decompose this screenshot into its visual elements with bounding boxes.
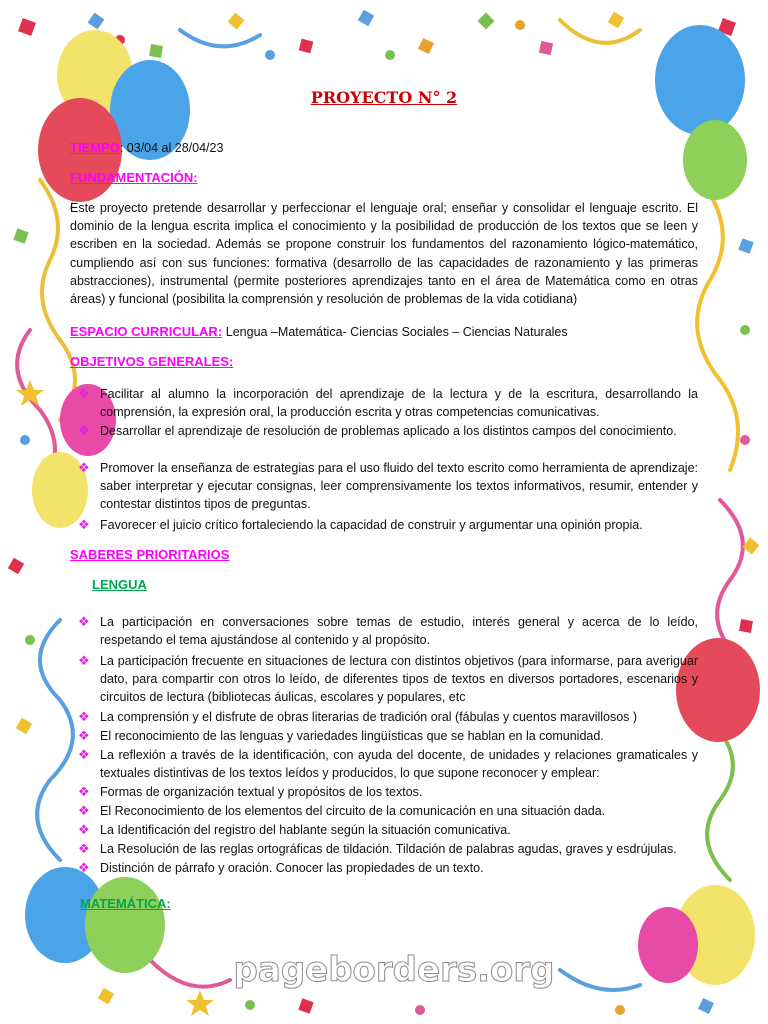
espacio-line [70, 324, 568, 339]
diamond-bullet-icon: ❖ [78, 386, 90, 401]
matematica-heading: MATEMÁTICA: [80, 896, 171, 911]
diamond-bullet-icon: ❖ [78, 709, 90, 724]
objetivo-item [78, 459, 698, 514]
document-title: PROYECTO N° 2 [310, 88, 458, 107]
watermark: pageborders.org [233, 950, 555, 990]
diamond-bullet-icon: ❖ [78, 517, 90, 532]
objetivo-text: Facilitar al alumno la incorporación del aprendizaje de la lectura y de la escritura, desarrollando la comprensión, la expresión oral, la producción escrita y otras competencias comunicativas. [100, 387, 698, 420]
lengua-item [78, 802, 698, 820]
lengua-item [78, 613, 698, 649]
diamond-bullet-icon: ❖ [78, 860, 90, 875]
diamond-bullet-icon: ❖ [78, 614, 90, 629]
tiempo-value: : 03/04 al 28/04/23 [119, 141, 224, 155]
lengua-item [78, 821, 698, 839]
lengua-item [78, 840, 698, 858]
diamond-bullet-icon: ❖ [78, 728, 90, 743]
lengua-text: La reflexión a través de la identificación, con ayuda del docente, de unidades y relaciones gramaticales y textuales distintivas de los textos leídos y producidos, lo que supone reconocer y emplear: [100, 748, 698, 781]
espacio-value: Lengua –Matemática- Ciencias Sociales – Ciencias Naturales [225, 325, 568, 339]
objetivo-item [78, 385, 698, 421]
lengua-text: Distinción de párrafo y oración. Conocer las propiedades de un texto. [100, 861, 484, 875]
lengua-text: La participación en conversaciones sobre temas de estudio, interés general y acerca de lo leído, respetando el tema ajustándose al contenido y al propósito. [100, 615, 698, 648]
lengua-heading: LENGUA [92, 577, 147, 592]
objetivo-text: Desarrollar el aprendizaje de resolución de problemas aplicado a los distintos campos del conocimiento. [100, 424, 677, 438]
lengua-item [78, 746, 698, 782]
lengua-text: La participación frecuente en situaciones de lectura con distintos objetivos (para informarse, para averiguar dato, para compartir con otros lo leído, de diferentes tipos de textos en diversos portadores, escenarios y circuitos de lectura (bibliotecas áulicas, escolares y populares, etc [100, 654, 698, 705]
fundamentacion-text: Este proyecto pretende desarrollar y perfeccionar el lenguaje oral; enseñar y consolidar el lenguaje escrito. El dominio de la lengua escrita implica el conocimiento y la posibilidad de producción de los textos que se leen y escriben en la sociedad. Además se propone construir los fundamentos del razonamiento lógico-matemático, cumpliendo así con sus funciones: formativa (desarrollo de las capacidades de razonamiento y las primeras abstracciones), instrumental (permite posteriores aprendizajes tanto en el área de Matemática como en otras áreas) y funcional (posibilita la comprensión y resolución de problemas de la vida cotidiana) [70, 201, 698, 307]
objetivo-item [78, 516, 698, 534]
lengua-item [78, 708, 698, 726]
diamond-bullet-icon: ❖ [78, 784, 90, 799]
lengua-item [78, 652, 698, 707]
lengua-item [78, 727, 698, 745]
diamond-bullet-icon: ❖ [78, 460, 90, 475]
lengua-text: La Identificación del registro del hablante según la situación comunicativa. [100, 823, 511, 837]
diamond-bullet-icon: ❖ [78, 841, 90, 856]
lengua-item [78, 859, 698, 877]
lengua-text: El reconocimiento de las lenguas y variedades lingüísticas que se hablan en la comunidad. [100, 729, 604, 743]
diamond-bullet-icon: ❖ [78, 747, 90, 762]
diamond-bullet-icon: ❖ [78, 423, 90, 438]
lengua-item [78, 783, 698, 801]
diamond-bullet-icon: ❖ [78, 822, 90, 837]
objetivo-text: Favorecer el juicio crítico fortaleciendo la capacidad de construir y argumentar una opinión propia. [100, 518, 643, 532]
objetivo-item [78, 422, 698, 440]
objetivo-text: Promover la enseñanza de estrategias para el uso fluido del texto escrito como herramienta de aprendizaje: saber interpretar y ejecutar consignas, leer comprensivamente los textos informativos, resumir, entender y contestar distintos tipos de preguntas. [100, 461, 698, 512]
espacio-label: ESPACIO CURRICULAR: [70, 324, 223, 339]
tiempo-label: TIEMPO [70, 140, 120, 155]
diamond-bullet-icon: ❖ [78, 803, 90, 818]
diamond-bullet-icon: ❖ [78, 653, 90, 668]
lengua-text: Formas de organización textual y propósitos de los textos. [100, 785, 423, 799]
lengua-text: La comprensión y el disfrute de obras literarias de tradición oral (fábulas y cuentos maravillosos ) [100, 710, 638, 724]
fundamentacion-heading: FUNDAMENTACIÓN: [70, 170, 198, 185]
saberes-heading: SABERES PRIORITARIOS [70, 547, 230, 562]
objetivos-heading: OBJETIVOS GENERALES: [70, 354, 234, 369]
lengua-text: La Resolución de las reglas ortográficas de tildación. Tildación de palabras agudas, graves y esdrújulas. [100, 842, 677, 856]
lengua-text: El Reconocimiento de los elementos del circuito de la comunicación en una situación dada. [100, 804, 606, 818]
tiempo-line [70, 140, 223, 155]
